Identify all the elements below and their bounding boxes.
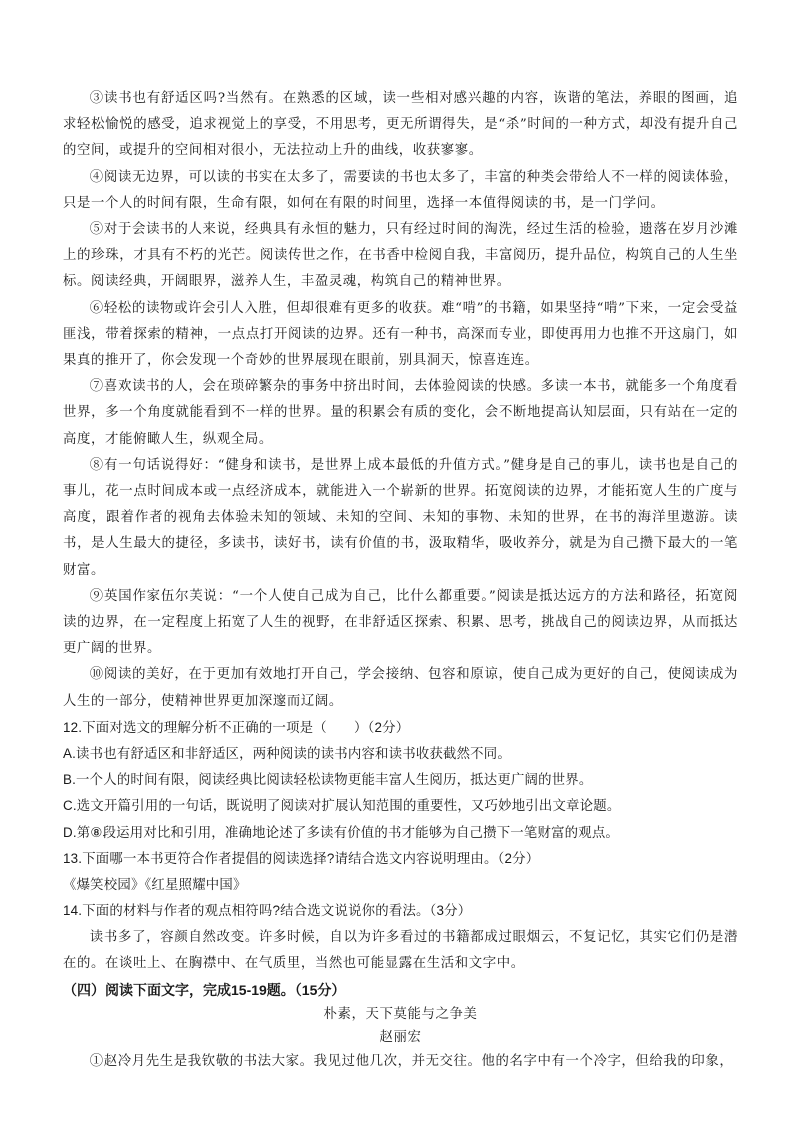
section-4 [63, 977, 738, 1075]
paragraph-8: ⑧有一句话说得好：“健身和读书，是世界上成本最低的升值方式。”健身是自己的事儿，读书也是自己的事儿，花一点时间成本或一点经济成本，就能进入一个崭新的世界。拓宽阅读的边界，才能拓宽人生的广度与高度，跟着作者的视角去体验未知的领域、未知的空间、未知的事物、未知的世界，在书的海洋里遨游。读书，是人生最大的捷径，多读书，读好书，读有价值的书，汲取精华，吸收养分，就是为自己攒下最大的一笔财富。 [63, 457, 739, 578]
paragraph-9: ⑨英国作家伍尔芙说：“一个人使自己成为自己，比什么都重要。”阅读是抵达远方的方法和路径，拓宽阅读的边界，在一定程度上拓宽了人生的视野，在非舒适区探索、积累、思考，挑战自己的阅读边界，从而抵达更广阔的世界。 [63, 588, 738, 657]
question-13 [63, 846, 738, 898]
section-4-heading: （四）阅读下面文字，完成15-19题。（15分） [63, 981, 346, 998]
question-12-option-c: C.选文开篇引用的一句话，既说明了阅读对扩展认知范围的重要性，又巧妙地引出文章论题。 [63, 798, 621, 814]
article-title: 朴素，天下莫能与之争美 [323, 1006, 478, 1022]
question-12-option-d: D.第⑧段运用对比和引用，准确地论述了多读有价值的书才能够为自己攒下一笔财富的观点。 [63, 824, 620, 840]
paragraph-7: ⑦喜欢读书的人，会在琐碎繁杂的事务中挤出时间，去体验阅读的快感。多读一本书，就能多一个角度看世界，多一个角度就能看到不一样的世界。量的积累会有质的变化，会不断地提高认知层面，只有站在一定的高度，才能俯瞰人生，纵观全局。 [63, 379, 738, 447]
paragraph-6: ⑥轻松的读物或许会引人入胜，但却很难有更多的收获。难“啃”的书籍，如果坚持“啃”下来，一定会受益匪浅，带着探索的精神，一点点打开阅读的边界。还有一种书，高深而专业，即使再用力也推不开这扇门，如果真的推开了，你会发现一个奇妙的世界展现在眼前，别具洞天，惊喜连连。 [63, 300, 738, 369]
question-14-stem: 14.下面的材料与作者的观点相符吗?结合选文说说你的看法。（3分） [63, 903, 472, 919]
question-14-material: 读书多了，容颜自然改变。许多时候，自以为许多看过的书籍都成过眼烟云，不复记忆，其实它们仍是潜在的。在谈吐上、在胸襟中、在气质里，当然也可能显露在生活和文字中。 [63, 929, 738, 971]
paragraph-4: ④阅读无边界，可以读的书实在太多了，需要读的书也太多了，丰富的种类会带给人不一样的阅读体验，只是一个人的时间有限，生命有限，如何在有限的时间里，选择一本值得阅读的书，是一门学问。 [63, 169, 738, 211]
question-13-books: 《爆笑校园》《红星照耀中国》 [63, 877, 247, 893]
article-author: 赵丽宏 [379, 1029, 422, 1045]
question-12 [63, 715, 738, 846]
paragraph-3: ③读书也有舒适区吗?当然有。在熟悉的区域，读一些相对感兴趣的内容，诙谐的笔法，养眼的图画，追求轻松愉悦的感受，追求视觉上的享受，不用思考，更无所谓得失，是“杀”时间的一种方式，却没有提升自己的空间，或提升的空间相对很小，无法拉动上升的曲线，收获寥寥。 [63, 91, 738, 159]
question-13-stem: 13.下面哪一本书更符合作者提倡的阅读选择?请结合选文内容说明理由。（2分） [63, 850, 540, 866]
article-paragraph-1: ①赵冷月先生是我钦敬的书法大家。我见过他几次，并无交往。他的名字中有一个冷字，但给我的印象， [89, 1053, 734, 1069]
paragraph-10: ⑩阅读的美好，在于更加有效地打开自己，学会接纳、包容和原谅，使自己成为更好的自己，使阅读成为人生的一部分，使精神世界更加深邃而辽阔。 [63, 667, 738, 709]
question-12-option-b: B.一个人的时间有限，阅读经典比阅读轻松读物更能丰富人生阅历，抵达更广阔的世界。 [63, 772, 593, 788]
question-12-option-a: A.读书也有舒适区和非舒适区，两种阅读的读书内容和读书收获截然不同。 [63, 746, 511, 762]
document-page [63, 86, 738, 1075]
paragraph-5: ⑤对于会读书的人来说，经典具有永恒的魅力，只有经过时间的淘洗，经过生活的检验，遗落在岁月沙滩上的珍珠，才具有不朽的光芒。阅读传世之作，在书香中检阅自我，丰富阅历，提升品位，构筑自己的人生坐标。阅读经典，开阔眼界，滋养人生，丰盈灵魂，构筑自己的精神世界。 [63, 222, 738, 290]
question-14 [63, 898, 738, 977]
question-12-stem: 12.下面对选文的理解分析不正确的一项是（ ）（2分） [63, 719, 410, 735]
